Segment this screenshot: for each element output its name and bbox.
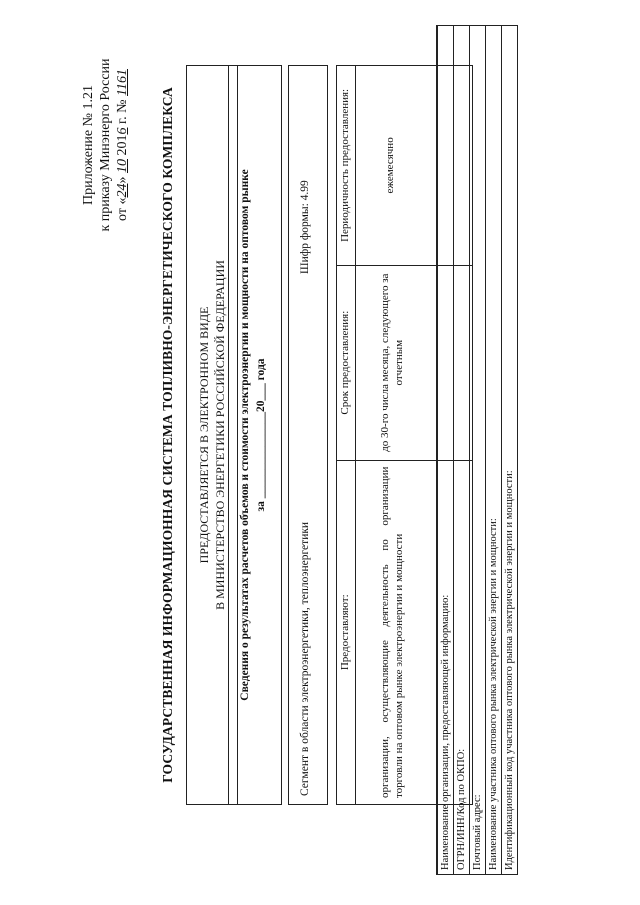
submit-to-line1: ПРЕДОСТАВЛЯЕТСЯ В ЭЛЕКТРОННОМ ВИДЕ (197, 306, 211, 564)
order-year-digit: 6 (115, 127, 130, 135)
market-participant-code-field: Идентификационный код участника оптового рынка электрической энергии и мощности: (502, 26, 518, 875)
org-row (502, 26, 518, 875)
appendix-order-date (114, 45, 131, 245)
market-participant-name-field: Наименование участника оптового рынка электрической энергии и мощности: (486, 26, 502, 875)
frequency-cell: ежемесячно (356, 66, 473, 266)
period-prefix: за (255, 501, 267, 512)
appendix-number: Приложение № 1.21 (81, 85, 96, 205)
order-year-prefix: 201 (115, 134, 130, 160)
reporting-period (253, 66, 269, 804)
organization-info-table (436, 25, 518, 875)
org-row (486, 26, 502, 875)
org-row (454, 26, 470, 875)
order-date-mid: » (115, 173, 130, 184)
segment-label: Сегмент в области электроэнергетики, теплоэнергетики (299, 521, 311, 796)
submitters-cell: организации, осуществляющие деятельность по организации торговли на оптовом рынке электроэнергии и мощности (356, 460, 473, 804)
order-date-prefix: от « (115, 197, 130, 221)
segment-box (288, 65, 328, 805)
deadline-cell: до 30-го числа месяца, следующего за отчетным (356, 265, 473, 460)
system-title: ГОСУДАРСТВЕННАЯ ИНФОРМАЦИОННАЯ СИСТЕМА ТОПЛИВНО-ЭНЕРГЕТИЧЕСКОГО КОМПЛЕКСА (160, 87, 175, 783)
org-row (437, 26, 454, 875)
header-deadline: Срок предоставления: (337, 265, 356, 460)
order-month: 10 (115, 159, 130, 174)
header-frequency: Периодичность предоставления: (337, 66, 356, 266)
period-month-blank: _______________ (255, 412, 267, 499)
period-year-prefix: 20 (255, 400, 267, 413)
form-title-box (228, 65, 282, 805)
form-code: Шифр формы: 4.99 (299, 180, 311, 274)
order-number: 1161 (115, 69, 130, 96)
order-day: 24 (115, 183, 130, 198)
period-year-blank: ___ (255, 383, 267, 401)
form-title: Сведения о результатах расчетов объемов и стоимости электроэнергии и мощности на оптовом рынке (239, 169, 251, 701)
org-name-field: Наименование организации, предоставляющей информацию: (437, 26, 454, 875)
header-submitters: Предоставляют: (337, 460, 356, 804)
submit-to-line2: В МИНИСТЕРСТВО ЭНЕРГЕТИКИ РОССИЙСКОЙ ФЕДЕРАЦИИ (213, 260, 227, 610)
org-ids-field: ОГРН/ИНН/Код по ОКПО: (454, 26, 470, 875)
order-number-prefix: г. № (115, 96, 130, 128)
org-row (470, 26, 486, 875)
postal-address-field: Почтовый адрес: (470, 26, 486, 875)
appendix-note (80, 45, 131, 245)
submission-table-header (337, 66, 356, 805)
period-suffix: года (255, 358, 267, 381)
appendix-order-ref: к приказу Минэнерго России (98, 58, 113, 232)
